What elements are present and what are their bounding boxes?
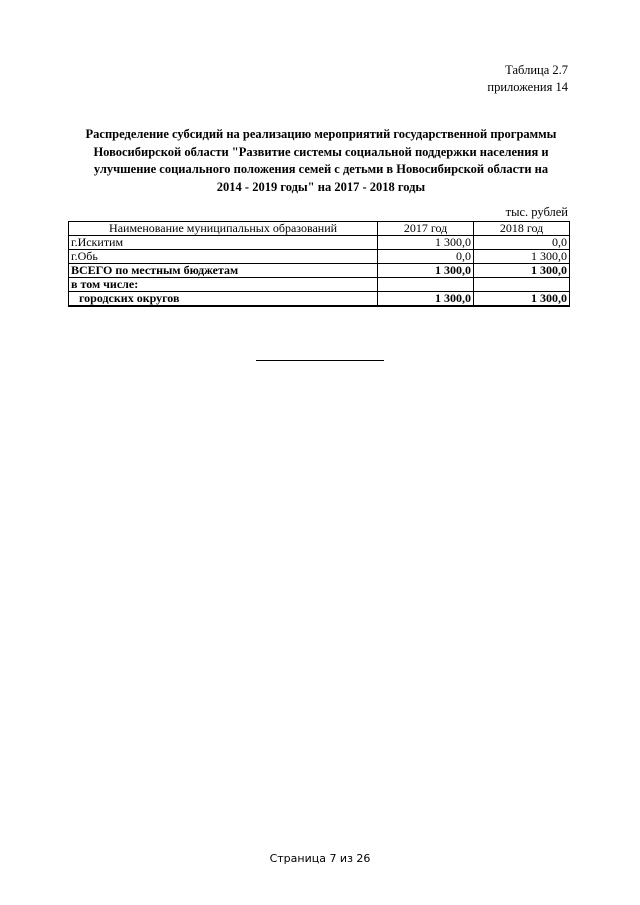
row-2017: 1 300,0 — [378, 292, 474, 307]
subsidy-table — [68, 221, 570, 307]
title-line-4: 2014 - 2019 годы" на 2017 - 2018 годы — [216, 179, 426, 194]
appendix-number: приложения 14 — [487, 80, 568, 94]
closing-rule — [256, 360, 384, 361]
row-name: г.Обь — [69, 250, 378, 264]
table-row — [69, 236, 570, 250]
row-2018: 1 300,0 — [474, 292, 570, 307]
page-number: Страница 7 из 26 — [269, 852, 371, 865]
row-name: городских округов — [69, 292, 378, 307]
table-reference — [487, 62, 568, 96]
table-header-row — [69, 222, 570, 236]
row-2018: 0,0 — [474, 236, 570, 250]
row-2018: 1 300,0 — [474, 250, 570, 264]
row-name: в том числе: — [69, 278, 378, 292]
row-2018: 1 300,0 — [474, 264, 570, 278]
table-row — [69, 250, 570, 264]
row-2017: 0,0 — [378, 250, 474, 264]
row-name: г.Искитим — [69, 236, 378, 250]
title-line-1: Распределение субсидий на реализацию мероприятий государственной программы — [85, 127, 557, 141]
row-2017: 1 300,0 — [378, 264, 474, 278]
row-2017 — [378, 278, 474, 292]
row-2017: 1 300,0 — [378, 236, 474, 250]
title-line-2: Новосибирской области "Развитие системы социальной поддержки населения и — [93, 144, 549, 159]
header-2017: 2017 год — [378, 222, 474, 236]
header-2018: 2018 год — [474, 222, 570, 236]
document-title — [66, 126, 576, 196]
table-row-city-districts — [69, 292, 570, 307]
row-2018 — [474, 278, 570, 292]
title-line-3: улучшение социального положения семей с детьми в Новосибирской области на — [93, 162, 549, 176]
row-name: ВСЕГО по местным бюджетам — [69, 264, 378, 278]
table-row-including — [69, 278, 570, 292]
units-label: тыс. рублей — [505, 205, 568, 219]
header-municipality: Наименование муниципальных образований — [69, 222, 378, 236]
table-row-total — [69, 264, 570, 278]
table-number: Таблица 2.7 — [505, 63, 568, 77]
